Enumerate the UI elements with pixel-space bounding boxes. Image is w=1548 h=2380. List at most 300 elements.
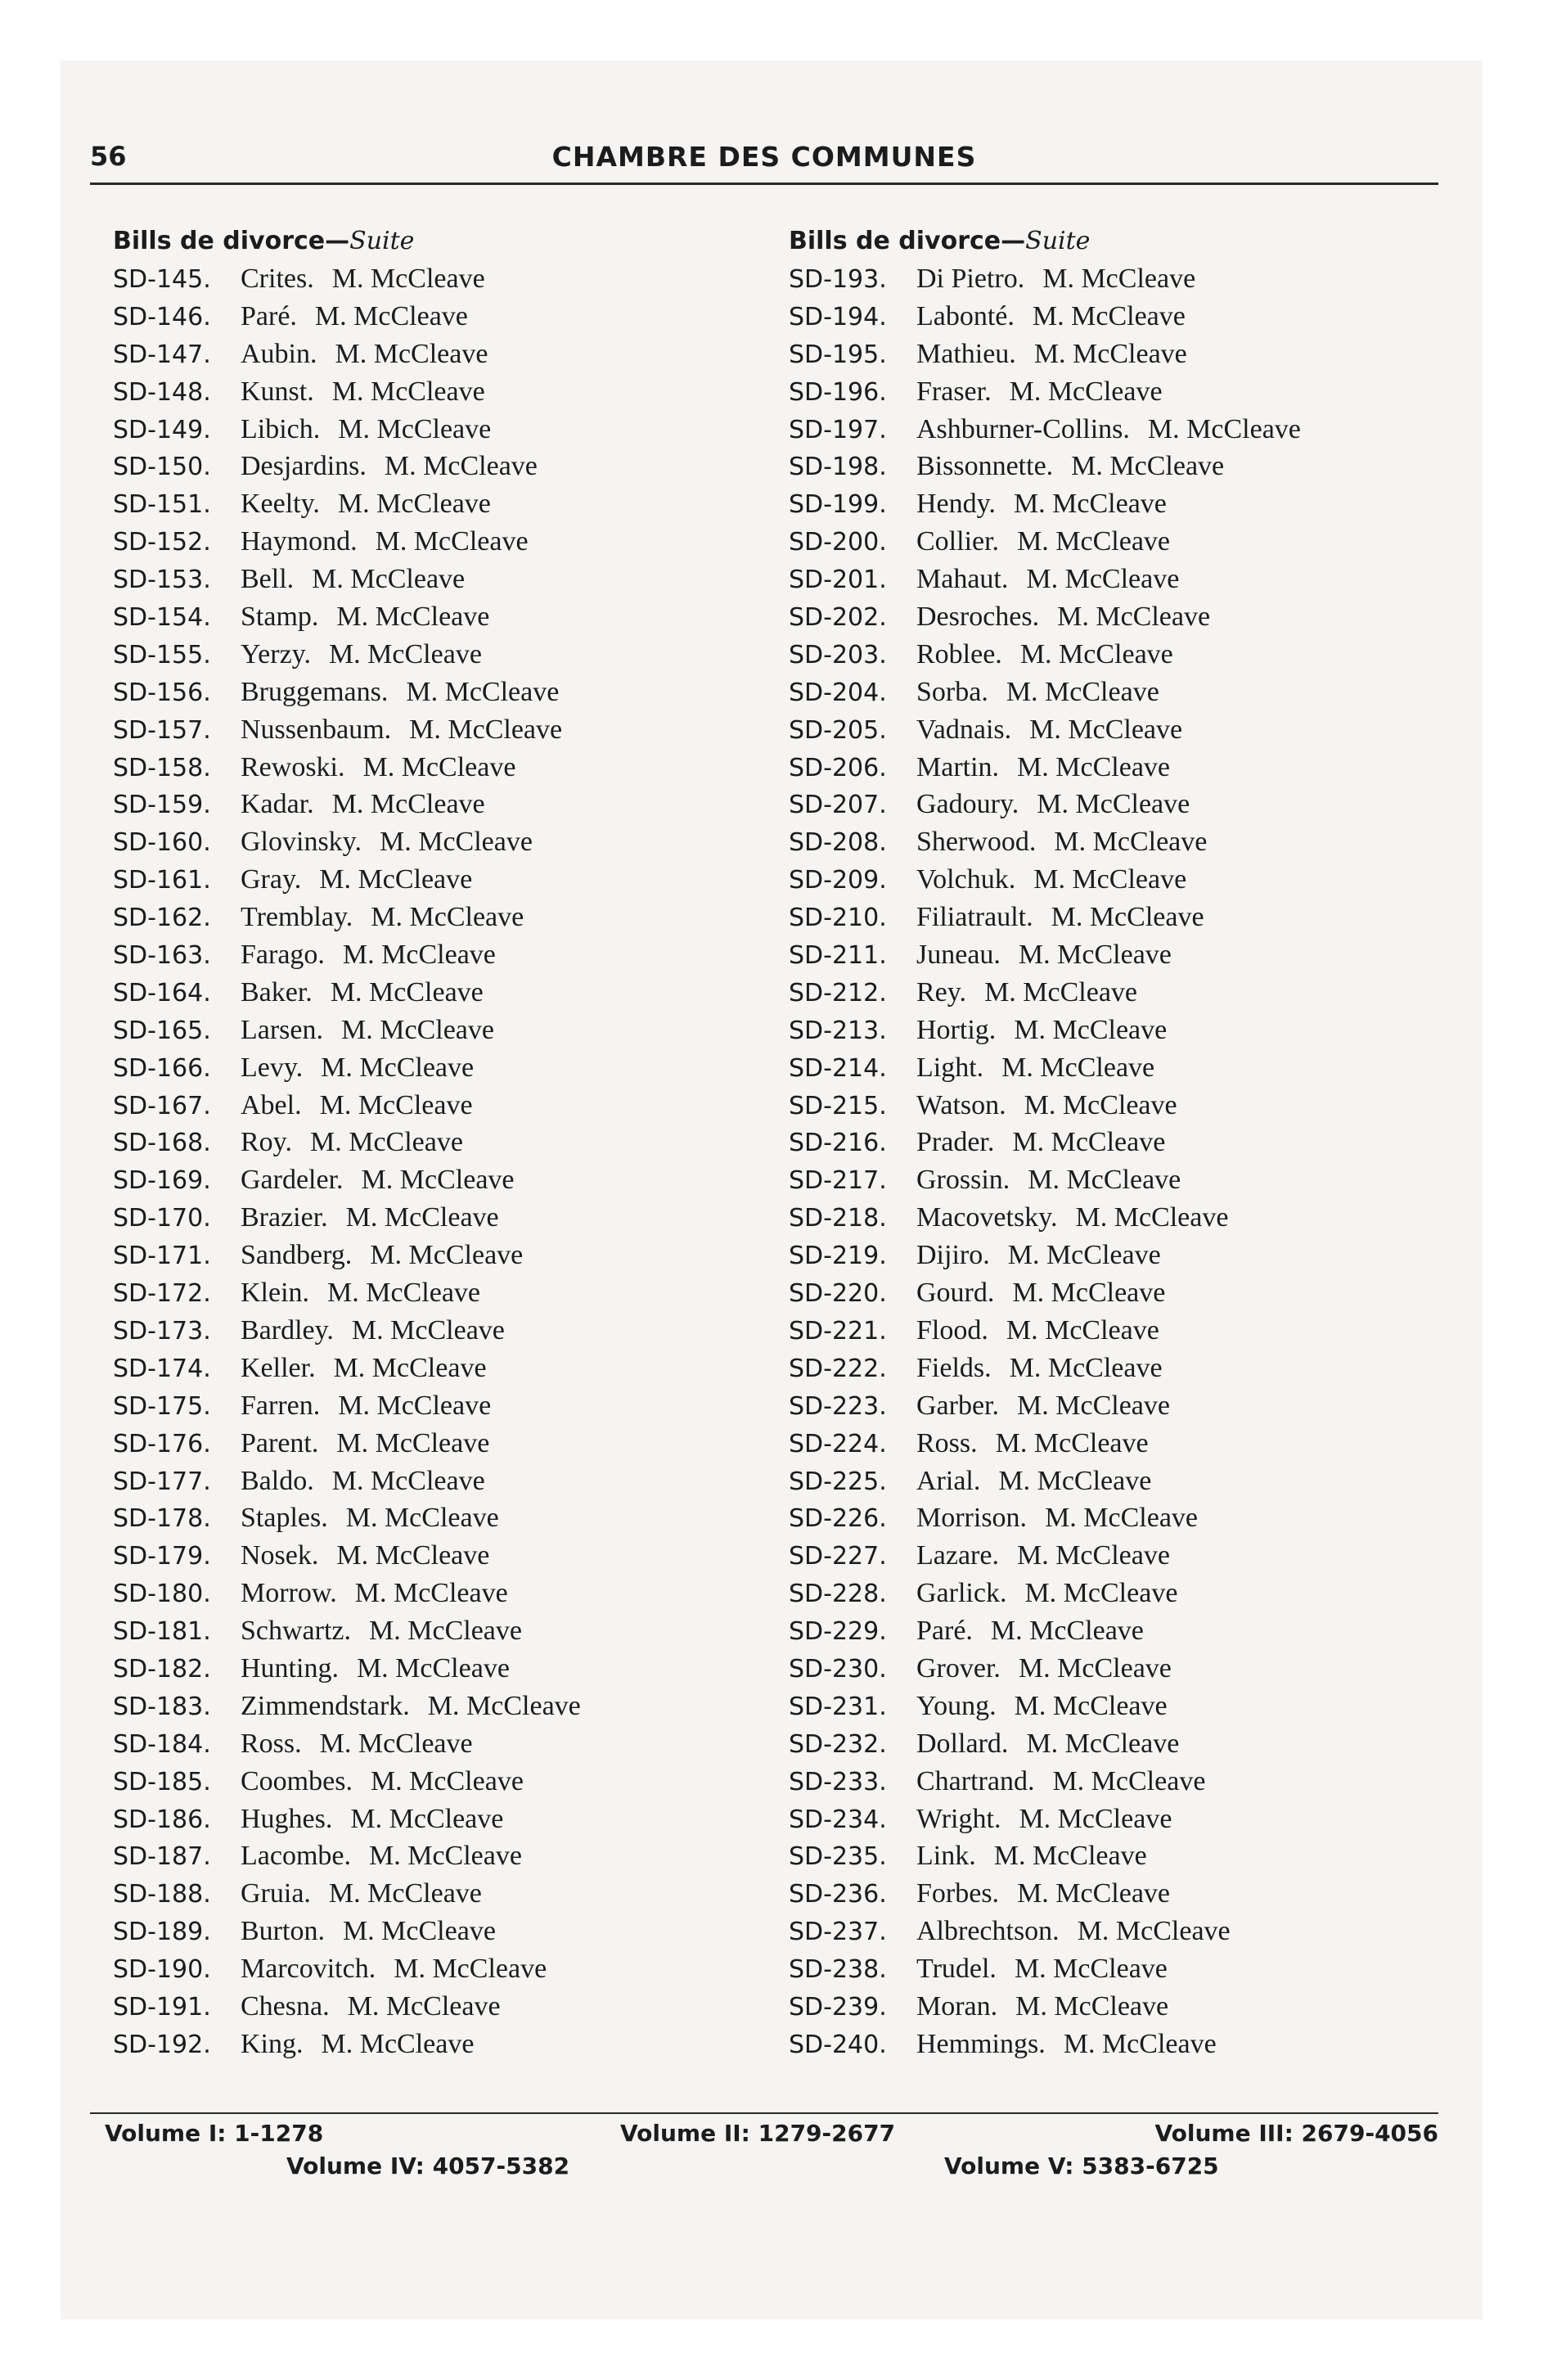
bill-name: Larsen. [241, 1014, 324, 1045]
bill-sponsor: M. McCleave [1032, 300, 1186, 331]
bill-entry [113, 749, 702, 787]
bill-sponsor: M. McCleave [338, 413, 492, 444]
bill-entry [113, 448, 702, 485]
bill-sponsor: M. McCleave [1075, 1202, 1229, 1233]
bill-sponsor: M. McCleave [375, 526, 529, 557]
bill-entry [789, 1650, 1443, 1688]
bill-name: Gadoury. [916, 789, 1019, 820]
bill-name: Hunting. [241, 1652, 339, 1684]
bill-name: Young. [916, 1690, 997, 1721]
column-heading-suffix: Suite [349, 227, 415, 255]
bill-name: Rewoski. [241, 751, 345, 782]
bill-entry [113, 336, 702, 373]
bill-code: SD-196. [789, 377, 887, 407]
bill-name: Stamp. [241, 602, 319, 633]
bill-name: Chartrand. [916, 1765, 1035, 1796]
bill-sponsor: M. McCleave [356, 1652, 510, 1684]
bill-entry [789, 448, 1443, 485]
bill-name: Grossin. [916, 1165, 1010, 1196]
bill-name: Levy. [241, 1052, 304, 1083]
bill-entry [113, 1875, 702, 1913]
bill-sponsor: M. McCleave [1007, 1240, 1161, 1271]
bill-sponsor: M. McCleave [1014, 1014, 1168, 1045]
bill-name: Dijiro. [916, 1240, 990, 1271]
bill-code: SD-228. [789, 1580, 887, 1609]
bill-code: SD-230. [789, 1654, 887, 1684]
bill-name: Keller. [241, 1352, 316, 1383]
bill-sponsor: M. McCleave [1057, 602, 1211, 633]
bill-sponsor: M. McCleave [1019, 638, 1173, 669]
header-rule [90, 183, 1438, 185]
right-column [789, 223, 1443, 2063]
bill-name: Bell. [241, 564, 295, 595]
bill-sponsor: M. McCleave [331, 1465, 485, 1496]
bill-sponsor: M. McCleave [1016, 1540, 1170, 1571]
bill-entry [789, 260, 1443, 298]
bill-code: SD-151. [113, 490, 211, 520]
bill-entry [113, 1012, 702, 1049]
bill-entry [789, 298, 1443, 336]
bill-entry [113, 1801, 702, 1838]
bill-sponsor: M. McCleave [1018, 940, 1172, 971]
bill-entry [789, 485, 1443, 523]
bill-code: SD-239. [789, 1992, 887, 2022]
bill-sponsor: M. McCleave [993, 1841, 1147, 1872]
bill-code: SD-222. [789, 1354, 887, 1383]
bill-name: Gourd. [916, 1278, 995, 1309]
bill-entry [113, 1124, 702, 1161]
bill-name: Gardeler. [241, 1165, 344, 1196]
bill-sponsor: M. McCleave [1009, 376, 1163, 407]
bill-code: SD-204. [789, 678, 887, 707]
bill-entry [789, 786, 1443, 823]
bill-code: SD-198. [789, 453, 887, 482]
bill-name: Di Pietro. [916, 264, 1025, 294]
bill-entry [113, 711, 702, 749]
volume-3-range: Volume III: 2679-4056 [1154, 2120, 1438, 2147]
bill-entry [113, 1463, 702, 1500]
bill-sponsor: M. McCleave [1006, 1314, 1159, 1346]
bill-sponsor: M. McCleave [427, 1690, 581, 1721]
bill-sponsor: M. McCleave [345, 1503, 499, 1534]
bill-code: SD-206. [789, 753, 887, 782]
bill-entry [113, 674, 702, 711]
bill-sponsor: M. McCleave [1018, 1652, 1172, 1684]
bill-code: SD-155. [113, 640, 211, 669]
bill-entry [113, 861, 702, 899]
bill-sponsor: M. McCleave [336, 602, 490, 633]
bill-name: Mahaut. [916, 564, 1009, 595]
bill-name: Desroches. [916, 602, 1040, 633]
bill-code: SD-218. [789, 1204, 887, 1233]
bill-name: Haymond. [241, 526, 358, 557]
bill-name: Arial. [916, 1465, 981, 1496]
bill-code: SD-172. [113, 1279, 211, 1309]
bill-entry [789, 336, 1443, 373]
bill-sponsor: M. McCleave [1019, 1803, 1172, 1834]
bill-entry [113, 786, 702, 823]
bill-name: Klein. [241, 1278, 310, 1309]
bill-code: SD-209. [789, 866, 887, 895]
bill-code: SD-162. [113, 904, 211, 933]
bill-entry [113, 1425, 702, 1463]
bill-sponsor: M. McCleave [995, 1427, 1149, 1458]
page-number: 56 [90, 141, 127, 172]
bill-code: SD-167. [113, 1091, 211, 1120]
bill-sponsor: M. McCleave [984, 976, 1138, 1007]
bill-code: SD-211. [789, 941, 887, 971]
bill-sponsor: M. McCleave [1014, 1954, 1168, 1985]
bill-name: Paré. [241, 300, 297, 331]
bill-code: SD-176. [113, 1429, 211, 1458]
bill-name: Brazier. [241, 1202, 328, 1233]
bill-code: SD-150. [113, 453, 211, 482]
bill-name: Garber. [916, 1390, 1000, 1421]
bill-code: SD-146. [113, 302, 211, 331]
bill-name: Labonté. [916, 300, 1015, 331]
bill-entry [113, 298, 702, 336]
bill-sponsor: M. McCleave [342, 940, 496, 971]
bill-code: SD-157. [113, 715, 211, 745]
bill-entry [113, 1988, 702, 2026]
footer-rule [90, 2112, 1438, 2114]
bill-entry [789, 1312, 1443, 1350]
bill-name: Filiatrault. [916, 902, 1033, 933]
bill-code: SD-189. [113, 1918, 211, 1947]
bill-name: Tremblay. [241, 902, 353, 933]
bill-entry [789, 1124, 1443, 1161]
bill-name: Hemmings. [916, 2028, 1046, 2059]
bill-entry [113, 1725, 702, 1763]
bill-name: Sorba. [916, 676, 988, 707]
bill-name: Hortig. [916, 1014, 997, 1045]
bill-sponsor: M. McCleave [384, 451, 538, 482]
bill-name: Link. [916, 1841, 976, 1872]
bill-entry [789, 1875, 1443, 1913]
bill-name: Hughes. [241, 1803, 333, 1834]
bill-code: SD-193. [789, 265, 887, 294]
bill-sponsor: M. McCleave [371, 902, 524, 933]
column-heading [113, 223, 702, 260]
bill-entry [789, 1988, 1443, 2026]
volume-4-range: Volume IV: 4057-5382 [286, 2152, 570, 2179]
left-column [113, 223, 702, 2063]
column-heading-label: Bills de divorce— [113, 227, 350, 255]
bill-code: SD-221. [789, 1316, 887, 1346]
bill-entry [113, 1199, 702, 1237]
bill-name: Ashburner-Collins. [916, 413, 1130, 444]
bill-entry [113, 1950, 702, 1988]
bill-name: Prader. [916, 1127, 995, 1158]
bill-name: Bissonnette. [916, 451, 1054, 482]
bill-name: Ross. [241, 1728, 302, 1759]
bill-code: SD-186. [113, 1805, 211, 1834]
bill-name: Dollard. [916, 1728, 1009, 1759]
bill-code: SD-152. [113, 528, 211, 557]
bill-sponsor: M. McCleave [1045, 1503, 1199, 1534]
bill-code: SD-187. [113, 1842, 211, 1872]
bill-name: Bruggemans. [241, 676, 389, 707]
bill-entry [789, 373, 1443, 411]
bill-sponsor: M. McCleave [342, 1916, 496, 1947]
bill-code: SD-205. [789, 715, 887, 745]
bill-entry [113, 899, 702, 936]
bill-entry [789, 1837, 1443, 1875]
bill-sponsor: M. McCleave [337, 489, 491, 520]
bill-name: Morrow. [241, 1578, 337, 1609]
bill-sponsor: M. McCleave [330, 976, 484, 1007]
bill-sponsor: M. McCleave [309, 1127, 463, 1158]
bill-code: SD-159. [113, 791, 211, 820]
bill-code: SD-208. [789, 828, 887, 858]
bill-name: Desjardins. [241, 451, 367, 482]
bill-entry [113, 2026, 702, 2063]
bill-entry [789, 1801, 1443, 1838]
bill-sponsor: M. McCleave [370, 1240, 524, 1271]
bill-code: SD-237. [789, 1918, 887, 1947]
bill-entry [789, 899, 1443, 936]
bill-sponsor: M. McCleave [1009, 1352, 1163, 1383]
bill-code: SD-203. [789, 640, 887, 669]
bill-sponsor: M. McCleave [1077, 1916, 1231, 1947]
bill-name: Gruia. [241, 1878, 311, 1909]
bill-code: SD-226. [789, 1504, 887, 1534]
bill-name: Wright. [916, 1803, 1001, 1834]
bill-sponsor: M. McCleave [1024, 1578, 1178, 1609]
bill-entry [113, 1763, 702, 1801]
bill-sponsor: M. McCleave [1001, 1052, 1155, 1083]
bill-code: SD-227. [789, 1542, 887, 1571]
bill-code: SD-200. [789, 528, 887, 557]
bill-entry [113, 1837, 702, 1875]
bill-name: Nosek. [241, 1540, 319, 1571]
bill-name: Keelty. [241, 489, 320, 520]
bill-entry [789, 1463, 1443, 1500]
bill-name: Trudel. [916, 1954, 997, 1985]
bill-name: Garlick. [916, 1578, 1007, 1609]
bill-code: SD-147. [113, 340, 211, 369]
bill-sponsor: M. McCleave [350, 1803, 504, 1834]
bill-sponsor: M. McCleave [1014, 1690, 1168, 1721]
bill-name: Yerzy. [241, 638, 311, 669]
bill-sponsor: M. McCleave [314, 300, 468, 331]
bill-sponsor: M. McCleave [321, 1052, 475, 1083]
bill-name: Chesna. [241, 1990, 330, 2022]
bill-code: SD-185. [113, 1767, 211, 1796]
bill-entry [113, 1499, 702, 1537]
bill-code: SD-165. [113, 1016, 211, 1045]
bill-entry [113, 411, 702, 449]
bill-sponsor: M. McCleave [331, 789, 485, 820]
bill-sponsor: M. McCleave [351, 1314, 505, 1346]
bill-sponsor: M. McCleave [1037, 789, 1190, 820]
bill-code: SD-223. [789, 1391, 887, 1421]
bill-sponsor: M. McCleave [1028, 1165, 1181, 1196]
bill-entry [113, 523, 702, 561]
bill-code: SD-235. [789, 1842, 887, 1872]
bill-sponsor: M. McCleave [1006, 676, 1159, 707]
bill-name: Kadar. [241, 789, 314, 820]
bill-sponsor: M. McCleave [312, 564, 466, 595]
bill-name: Mathieu. [916, 338, 1016, 369]
bill-entry [789, 1425, 1443, 1463]
bill-name: Volchuk. [916, 864, 1016, 895]
bill-name: Parent. [241, 1427, 319, 1458]
bill-sponsor: M. McCleave [379, 827, 533, 858]
bill-entry [789, 674, 1443, 711]
bill-entry [789, 1387, 1443, 1425]
bill-entry [789, 1688, 1443, 1725]
bill-code: SD-158. [113, 753, 211, 782]
volume-1-range: Volume I: 1-1278 [105, 2120, 324, 2147]
bill-entry [789, 749, 1443, 787]
bill-sponsor: M. McCleave [1017, 526, 1171, 557]
bill-sponsor: M. McCleave [394, 1954, 547, 1985]
bill-entry [113, 1575, 702, 1612]
bill-entry [789, 1237, 1443, 1274]
column-heading-label: Bills de divorce— [789, 227, 1026, 255]
bill-name: Aubin. [241, 338, 317, 369]
bill-code: SD-216. [789, 1129, 887, 1158]
bill-sponsor: M. McCleave [1042, 264, 1196, 294]
bill-code: SD-238. [789, 1955, 887, 1985]
bill-sponsor: M. McCleave [1029, 714, 1183, 745]
bill-sponsor: M. McCleave [1012, 1278, 1166, 1309]
bill-name: Marcovitch. [241, 1954, 376, 1985]
bill-sponsor: M. McCleave [1052, 1765, 1206, 1796]
bill-code: SD-217. [789, 1166, 887, 1196]
bill-name: Macovetsky. [916, 1202, 1058, 1233]
bill-entry [113, 1049, 702, 1087]
bill-name: Crites. [241, 264, 314, 294]
bill-name: Fields. [916, 1352, 992, 1383]
bill-name: Baker. [241, 976, 313, 1007]
bill-code: SD-224. [789, 1429, 887, 1458]
bill-code: SD-219. [789, 1242, 887, 1271]
bill-entry [113, 1350, 702, 1387]
bill-sponsor: M. McCleave [1026, 1728, 1180, 1759]
bill-code: SD-234. [789, 1805, 887, 1834]
bill-code: SD-153. [113, 566, 211, 595]
bill-entry [113, 1161, 702, 1199]
bill-code: SD-148. [113, 377, 211, 407]
bill-name: Moran. [916, 1990, 998, 2022]
bill-entry [789, 1763, 1443, 1801]
bill-sponsor: M. McCleave [1054, 827, 1208, 858]
bill-name: Sandberg. [241, 1240, 353, 1271]
bill-name: Roblee. [916, 638, 1002, 669]
bill-name: Fraser. [916, 376, 992, 407]
bill-entry [789, 1575, 1443, 1612]
bill-entry [789, 1049, 1443, 1087]
bill-code: SD-232. [789, 1729, 887, 1759]
bill-entry [789, 1199, 1443, 1237]
bill-entry [113, 1237, 702, 1274]
bill-sponsor: M. McCleave [336, 1427, 490, 1458]
bill-code: SD-149. [113, 415, 211, 444]
bill-code: SD-184. [113, 1729, 211, 1759]
bill-code: SD-236. [789, 1880, 887, 1909]
bill-name: Lazare. [916, 1540, 999, 1571]
bill-sponsor: M. McCleave [1017, 1390, 1170, 1421]
bill-entry [789, 1350, 1443, 1387]
bill-code: SD-168. [113, 1129, 211, 1158]
bill-name: Nussenbaum. [241, 714, 392, 745]
bill-entry [789, 411, 1443, 449]
bill-entry [113, 260, 702, 298]
page-title: CHAMBRE DES COMMUNES [551, 141, 977, 173]
bill-entry [789, 1612, 1443, 1650]
bill-name: Martin. [916, 751, 1000, 782]
bill-name: Forbes. [916, 1878, 1000, 1909]
bill-sponsor: M. McCleave [369, 1616, 522, 1647]
bill-entry [113, 1087, 702, 1125]
bill-entry [789, 636, 1443, 674]
bill-name: Bardley. [241, 1314, 334, 1346]
bill-entry [113, 936, 702, 974]
bill-entry [113, 598, 702, 636]
bill-entry [789, 711, 1443, 749]
bill-entry [113, 1650, 702, 1688]
bill-entry [113, 1688, 702, 1725]
bill-sponsor: M. McCleave [1013, 489, 1167, 520]
bill-sponsor: M. McCleave [319, 1089, 473, 1120]
bill-sponsor: M. McCleave [990, 1616, 1144, 1647]
bill-name: Paré. [916, 1616, 973, 1647]
bill-code: SD-215. [789, 1091, 887, 1120]
bill-sponsor: M. McCleave [409, 714, 563, 745]
bill-code: SD-201. [789, 566, 887, 595]
bill-code: SD-197. [789, 415, 887, 444]
bill-code: SD-225. [789, 1467, 887, 1496]
bill-sponsor: M. McCleave [406, 676, 560, 707]
bill-code: SD-212. [789, 978, 887, 1007]
bill-name: Farago. [241, 940, 325, 971]
bill-code: SD-169. [113, 1166, 211, 1196]
bill-name: Rey. [916, 976, 967, 1007]
bill-name: Baldo. [241, 1465, 314, 1496]
bill-name: Kunst. [241, 376, 314, 407]
bill-name: Juneau. [916, 940, 1001, 971]
bill-name: Farren. [241, 1390, 321, 1421]
bill-code: SD-178. [113, 1504, 211, 1534]
bill-entry [113, 485, 702, 523]
bill-sponsor: M. McCleave [1071, 451, 1225, 482]
bill-code: SD-207. [789, 791, 887, 820]
bill-sponsor: M. McCleave [1063, 2028, 1217, 2059]
bill-code: SD-154. [113, 603, 211, 633]
bill-entry [113, 1913, 702, 1950]
bill-entry [789, 1012, 1443, 1049]
bill-code: SD-160. [113, 828, 211, 858]
bill-sponsor: M. McCleave [369, 1841, 522, 1872]
bill-code: SD-194. [789, 302, 887, 331]
bill-name: Grover. [916, 1652, 1001, 1684]
bill-entry [789, 974, 1443, 1012]
bill-sponsor: M. McCleave [1051, 902, 1204, 933]
bill-sponsor: M. McCleave [328, 1878, 482, 1909]
bill-code: SD-202. [789, 603, 887, 633]
bill-code: SD-229. [789, 1617, 887, 1647]
bill-sponsor: M. McCleave [370, 1765, 524, 1796]
bill-sponsor: M. McCleave [319, 1728, 473, 1759]
bill-name: Watson. [916, 1089, 1006, 1120]
bill-sponsor: M. McCleave [361, 1165, 515, 1196]
volume-5-range: Volume V: 5383-6725 [944, 2152, 1219, 2179]
bill-entry [789, 1161, 1443, 1199]
bill-sponsor: M. McCleave [327, 1278, 480, 1309]
bill-entry [789, 823, 1443, 861]
